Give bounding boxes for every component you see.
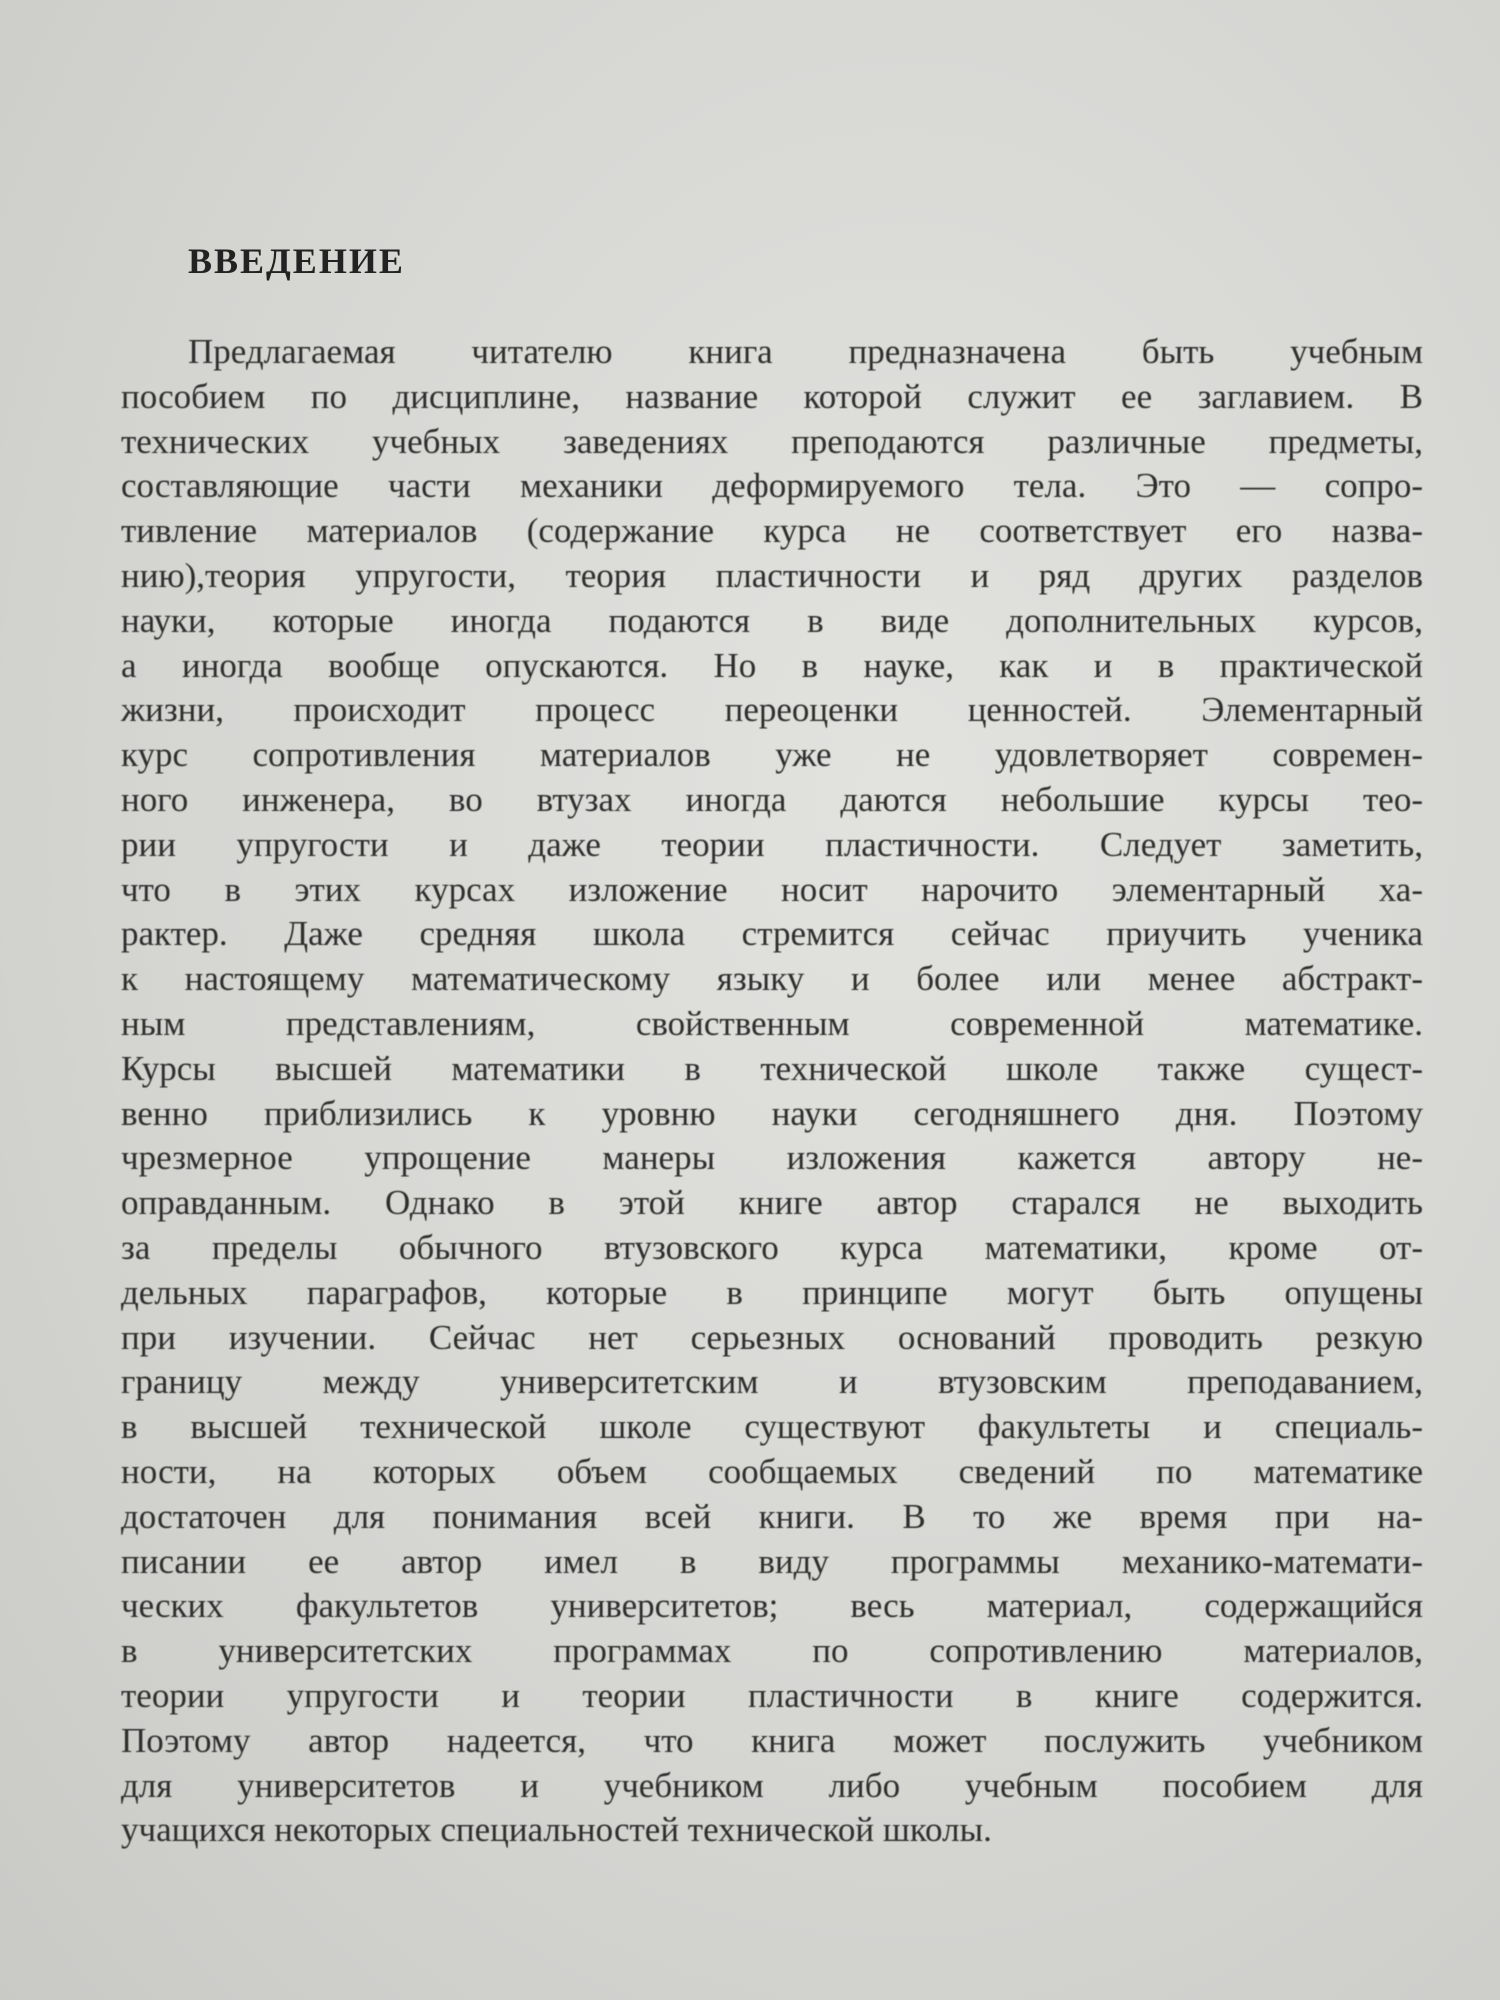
text-line: достаточен для понимания всей книги. В то же время при на- xyxy=(121,1496,1423,1536)
text-line: дельных параграфов, которые в принципе могут быть опущены xyxy=(121,1272,1423,1312)
text-line: пособием по дисциплине, название которой служит ее заглавием. В xyxy=(121,376,1423,416)
body-paragraph xyxy=(121,330,1423,1853)
text-line: при изучении. Сейчас нет серьезных оснований проводить резкую xyxy=(121,1317,1423,1357)
text-line: к настоящему математическому языку и более или менее абстракт- xyxy=(121,959,1423,999)
text-line: оправданным. Однако в этой книге автор старался не выходить xyxy=(121,1183,1423,1223)
text-line: курс сопротивления материалов уже не удовлетворяет современ- xyxy=(121,735,1423,775)
text-line: учащихся некоторых специальностей технической школы. xyxy=(121,1810,992,1850)
text-line: рактер. Даже средняя школа стремится сейчас приучить ученика xyxy=(121,914,1423,954)
text-line: писании ее автор имел в виду программы механико-математи- xyxy=(121,1541,1423,1581)
text-line: технических учебных заведениях преподаются различные предметы, xyxy=(121,421,1423,461)
chapter-heading: ВВЕДЕНИЕ xyxy=(188,241,405,281)
text-line: жизни, происходит процесс переоценки ценностей. Элементарный xyxy=(121,690,1423,730)
text-line: ности, на которых объем сообщаемых сведений по математике xyxy=(121,1451,1423,1491)
text-line: чрезмерное упрощение манеры изложения кажется автору не- xyxy=(121,1138,1423,1178)
text-line: ческих факультетов университетов; весь материал, содержащийся xyxy=(121,1586,1423,1626)
text-line: Поэтому автор надеется, что книга может послужить учебником xyxy=(121,1720,1423,1760)
text-line: теории упругости и теории пластичности в книге содержится. xyxy=(121,1675,1423,1715)
text-line: для университетов и учебником либо учебным пособием для xyxy=(121,1765,1423,1805)
text-line: венно приблизились к уровню науки сегодняшнего дня. Поэтому xyxy=(121,1093,1423,1133)
text-line: за пределы обычного втузовского курса математики, кроме от- xyxy=(121,1227,1423,1267)
text-line: нию),теория упругости, теория пластичности и ряд других разделов xyxy=(121,555,1423,595)
text-line: в университетских программах по сопротивлению материалов, xyxy=(121,1631,1423,1671)
text-line: Предлагаемая читателю книга предназначена быть учебным xyxy=(188,332,1423,371)
text-line: ного инженера, во втузах иногда даются небольшие курсы тео- xyxy=(121,779,1423,819)
text-line: рии упругости и даже теории пластичности. Следует заметить, xyxy=(121,824,1423,864)
text-line: границу между университетским и втузовским преподаванием, xyxy=(121,1362,1423,1402)
text-line: науки, которые иногда подаются в виде дополнительных курсов, xyxy=(121,600,1423,640)
text-line: ным представлениям, свойственным современной математике. xyxy=(121,1003,1423,1043)
text-line: а иногда вообще опускаются. Но в науке, как и в практической xyxy=(121,645,1423,685)
text-line: Курсы высшей математики в технической школе также сущест- xyxy=(121,1048,1423,1088)
text-line: тивление материалов (содержание курса не соответствует его назва- xyxy=(121,511,1423,551)
text-line: составляющие части механики деформируемого тела. Это — сопро- xyxy=(121,466,1423,506)
text-line: в высшей технической школе существуют факультеты и специаль- xyxy=(121,1407,1423,1447)
text-line: что в этих курсах изложение носит нарочито элементарный ха- xyxy=(121,869,1423,909)
